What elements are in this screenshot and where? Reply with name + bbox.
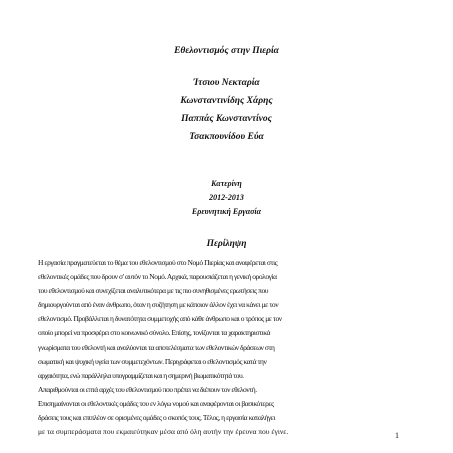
work-type-label: Ερευνητική Εργασία <box>191 207 262 216</box>
abstract-line: αρχαιότητα, ενώ παράλληλα υπογραμμίζεται και η σημερινή βιωματικότητά του. <box>38 370 244 380</box>
abstract-line: εθελοντισμό. Προβάλλεται η δυνατότητα συμμετοχής από κάθε άνθρωπο και ο τρόπος με τον <box>38 314 282 324</box>
abstract-line: του εθελοντισμού και συνεχίζεται αναλυτικότερα με τις πιο συνηθισμένες ερωτήσεις που <box>38 286 268 296</box>
abstract-heading: Περίληψη <box>206 239 247 249</box>
abstract-line: εθελοντικές ομάδες που δρουν σ' αυτόν το Νομό. Αρχικά, παρουσιάζεται η γενική ορολογία <box>38 272 277 282</box>
abstract-line: δράσεις τους και επιπλέον σε ορισμένες ομάδες ο σκοπός τους. Τέλος, η εργασία καταλήγει <box>38 413 276 423</box>
abstract-line: με τα συμπεράσματα που εκμαιεύτηκαν μέσα από όλη αυτήν την έρευνα που έγινε. <box>38 427 289 437</box>
abstract-line: οποίο μπορεί να προσφέρει στο κοινωνικό σύνολο. Επίσης, τονίζονται τα χαρακτηριστικά <box>38 328 270 338</box>
author-name: Παππάς Κωνσταντίνος <box>181 114 272 124</box>
page-number: 1 <box>395 431 399 440</box>
place-label: Κατερίνη <box>211 179 242 188</box>
abstract-body <box>0 256 453 439</box>
author-name: Τσακπουνίδου Εύα <box>189 132 264 142</box>
author-name: Κωνσταντινίδης Χάρης <box>180 96 273 106</box>
document-title: Εθελοντισμός στην Πιερία <box>174 46 279 56</box>
abstract-line: Απαριθμούνται οι επτά αρχές του εθελοντισμού που πρέπει να διέπουν τον εθελοντή. <box>38 384 257 394</box>
author-name: Ίτσιου Νεκταρία <box>193 78 260 88</box>
abstract-line: Επισημαίνονται οι εθελοντικές ομάδες του εν λόγω νομού και αναφέρονται οι βασικότερες <box>38 398 274 408</box>
abstract-line: δημιουργούνται από έναν άνθρωπο, όταν η συζήτηση με κάποιον άλλον έχει να κάνει με τον <box>38 300 279 310</box>
abstract-line: σωματική και ψυχική υγεία των συμμετεχόντων. Περιγράφεται ο εθελοντισμός κατά την <box>38 356 267 366</box>
abstract-line: Η εργασία πραγματεύεται το θέμα του εθελοντισμού στο Νομό Πιερίας και αναφέρεται στις <box>38 258 278 267</box>
abstract-line: γνωρίσματα του εθελοντή και αναλύονται τα αποτελέσματα των εθελοντικών δράσεων στη <box>38 342 275 352</box>
period-label: 2012-2013 <box>209 193 244 202</box>
